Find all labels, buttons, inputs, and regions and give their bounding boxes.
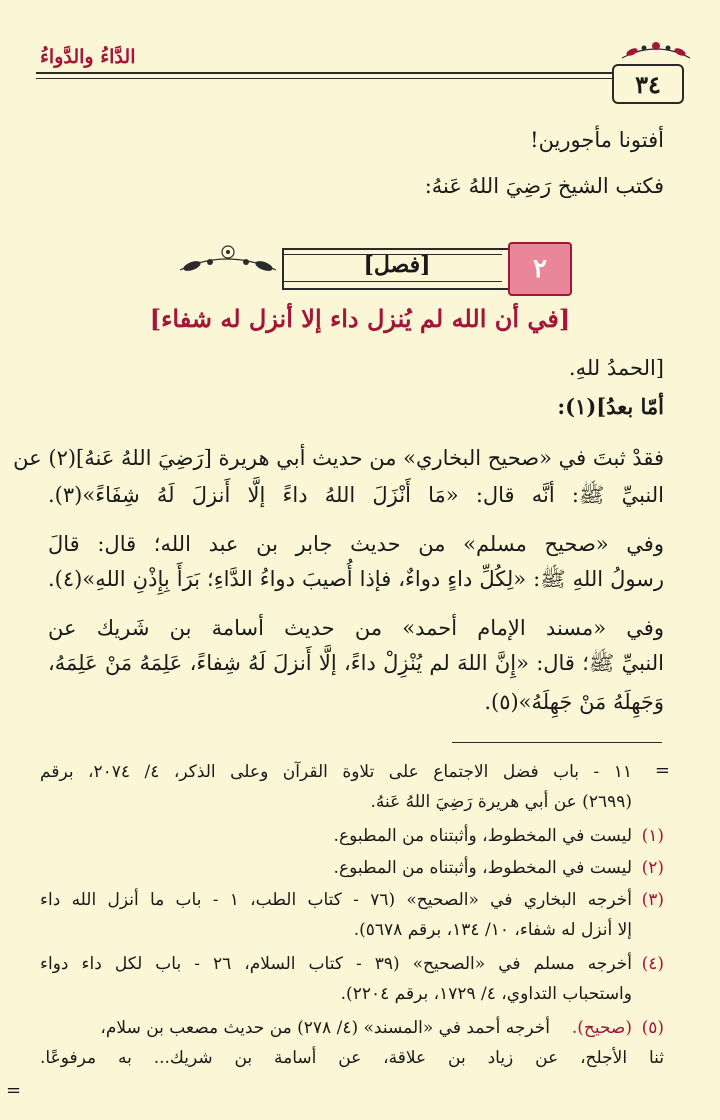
footnote-line: أخرجه مسلم في «الصحيح» (٣٩ - كتاب السلام، ٢٦ - باب لكل داء دواء bbox=[40, 954, 632, 974]
footnote-number: (٢) bbox=[641, 858, 664, 878]
intro-line: فكتب الشيخ رَضِيَ اللهُ عَنهُ: bbox=[424, 174, 664, 198]
section-subtitle: [في أن الله لم يُنزل داء إلا أنزل له شفاء] bbox=[149, 304, 571, 333]
floral-ornament-icon bbox=[176, 236, 280, 292]
footnote-number: (٤) bbox=[641, 954, 664, 974]
body-line: وَجَهِلَهُ مَنْ جَهِلَهُ»(٥). bbox=[484, 690, 664, 714]
footnote-carry-marker: = bbox=[654, 760, 670, 781]
section-label: [فصل] bbox=[363, 252, 431, 278]
footnote-line: ١١ - باب فضل الاجتماع على تلاوة القرآن وعلى الذكر، ٤/ ٢٠٧٤، برقم bbox=[40, 762, 632, 782]
footnote-line: ثنا الأجلح، عن زياد بن علاقة، عن أسامة بن شريك... به مرفوعًا. bbox=[40, 1048, 664, 1068]
footnote-line: ليست في المخطوط، وأثبتناه من المطبوع. bbox=[333, 826, 632, 846]
footnote-line: (٢٦٩٩) عن أبي هريرة رَضِيَ اللهُ عَنهُ. bbox=[370, 792, 632, 812]
footnote-line: واستحباب التداوي، ٤/ ١٧٢٩، برقم ٢٢٠٤). bbox=[340, 984, 632, 1004]
footnote-separator bbox=[452, 742, 662, 743]
footnote-number: (١) bbox=[641, 826, 664, 846]
footnote-line: ليست في المخطوط، وأثبتناه من المطبوع. bbox=[333, 858, 632, 878]
footnote-continue-marker: = bbox=[6, 1080, 22, 1101]
section-heading bbox=[282, 242, 572, 294]
body-line: فقدْ ثبتَ في «صحيح البخاري» من حديث أبي هريرة [رَضِيَ اللهُ عَنهُ](٢) عن bbox=[13, 446, 664, 470]
running-title: الدَّاءُ والدَّواءُ bbox=[40, 46, 136, 68]
body-line: [الحمدُ للهِ. bbox=[568, 356, 664, 380]
body-line: وفي «صحيح مسلم» من حديث جابر بن عبد الله؛ قال: قالَ bbox=[48, 532, 664, 556]
body-line: النبيِّ ﷺ؛ قال: «إِنَّ اللهَ لم يُنْزِلْ داءً، إلَّا أَنزلَ لَهُ شِفاءً، عَلِمَهُ مَنْ عَلِمَهُ، bbox=[48, 651, 664, 675]
footnote-line: أخرجه البخاري في «الصحيح» (٧٦ - كتاب الطب، ١ - باب ما أنزل الله داء bbox=[40, 890, 632, 910]
page-number: ٣٤ bbox=[612, 64, 684, 104]
body-line: أمّا بعدُ](١): bbox=[557, 394, 664, 419]
footnote-number: (٣) bbox=[641, 890, 664, 910]
body-line: النبيِّ ﷺ: أنَّه قال: «مَا أَنْزَلَ اللهُ داءً إلَّا أَنزلَ لَهُ شِفَاءً»(٣). bbox=[48, 483, 664, 507]
footnote-line: أخرجه أحمد في «المسند» (٤/ ٢٧٨) من حديث مصعب بن سلام، bbox=[100, 1018, 550, 1038]
footnote-line: إلا أنزل له شفاء، ١٠/ ١٣٤، برقم ٥٦٧٨). bbox=[353, 920, 632, 940]
header-rule bbox=[36, 72, 612, 74]
floral-ornament-icon bbox=[618, 36, 694, 66]
body-line: رسولُ اللهِ ﷺ: «لِكُلِّ داءٍ دواءٌ، فإذا أُصيبَ دواءُ الدَّاءِ؛ بَرَأَ بِإِذْنِ اللهِ»(٤). bbox=[48, 567, 664, 591]
body-line: وفي «مسند الإمام أحمد» من حديث أسامة بن شَريك عن bbox=[48, 616, 664, 640]
header-rule-thin bbox=[36, 78, 612, 79]
section-number-badge: ٢ bbox=[508, 242, 572, 296]
footnote-grade: (صحيح). bbox=[571, 1018, 632, 1038]
intro-line: أفتونا مأجورين! bbox=[530, 128, 664, 152]
footnote-number: (٥) bbox=[641, 1018, 664, 1038]
